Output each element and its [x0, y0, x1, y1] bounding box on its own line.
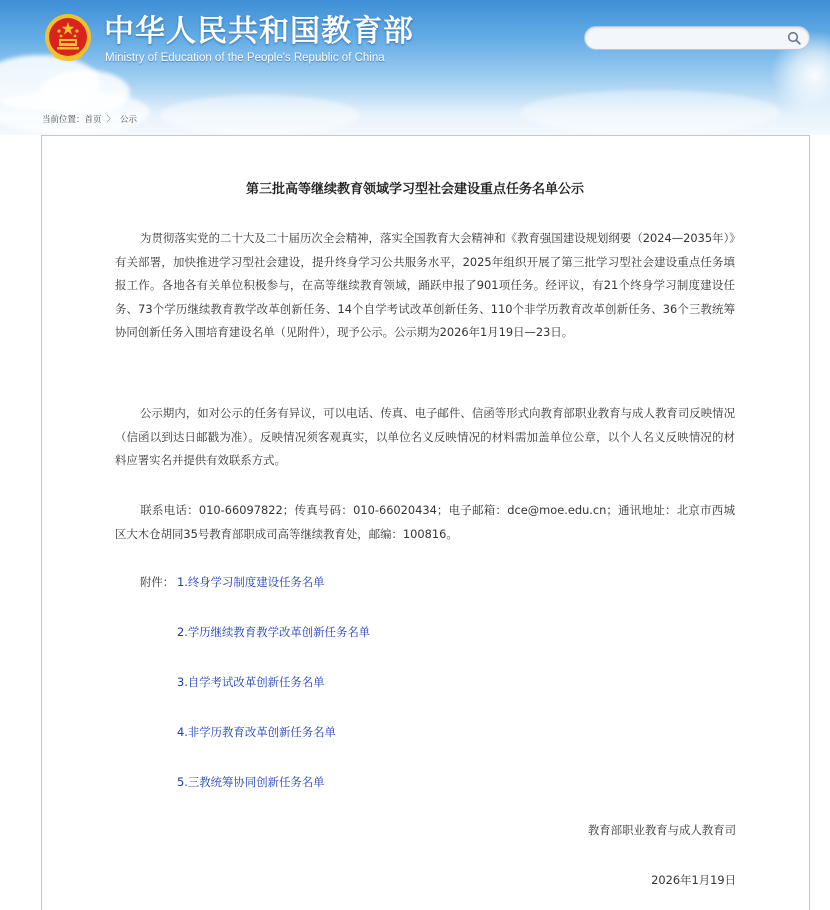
signature-department: 教育部职业教育与成人教育司 [587, 823, 736, 837]
breadcrumb-home-link[interactable]: 首页 [84, 115, 102, 125]
paragraph-3-text: 联系电话：010-66097822；传真号码：010-66020434；电子邮箱：dce@moe.edu.cn；通讯地址：北京市西城区大木仓胡同35号教育部职成司高等继续教育处，邮编：100816。 [115, 503, 735, 541]
attachment-link-2[interactable]: 2.学历继续教育教学改革创新任务名单 [177, 625, 371, 639]
article-paragraph-2 [115, 402, 735, 473]
article-title: 第三批高等继续教育领域学习型社会建设重点任务名单公示 [245, 182, 584, 197]
search-input[interactable] [595, 30, 775, 46]
signature-date: 2026年1月19日 [651, 873, 736, 887]
attachments-label: 附件： [140, 575, 175, 589]
site-title[interactable]: 中华人民共和国教育部 [104, 14, 414, 49]
article-paragraph-3 [115, 499, 735, 546]
attachment-link-3[interactable]: 3.自学考试改革创新任务名单 [177, 675, 325, 689]
search-box [584, 26, 810, 50]
breadcrumb-prefix: 当前位置： [42, 115, 85, 125]
attachment-link-1[interactable]: 1.终身学习制度建设任务名单 [177, 575, 325, 589]
attachment-link-5[interactable]: 5.三教统筹协同创新任务名单 [177, 775, 325, 789]
breadcrumb [42, 113, 137, 125]
search-icon[interactable] [787, 31, 801, 45]
breadcrumb-separator: 〉 [106, 115, 116, 125]
breadcrumb-notice-link[interactable]: 公示 [120, 115, 138, 125]
paragraph-1-text: 为贯彻落实党的二十大及二十届历次全会精神，落实全国教育大会精神和《教育强国建设规划纲要（2024—2035年）》有关部署，加快推进学习型社会建设，提升终身学习公共服务水平，2025年组织开展了第三批学习型社会建设重点任务填报工作。各地各有关单位积极参与，在高等继续教育领域，踊跃申报了901项任务。经评议，有21个终身学习制度建设任务、73个学历继续教育教学改革创新任务、14个自学考试改革创新任务、110个非学历教育改革创新任务、36个三教统筹协同创新任务入围培育建设名单（见附件），现予公示。公示期为2026年1月19日—23日。 [115, 231, 735, 340]
attachment-link-4[interactable]: 4.非学历教育改革创新任务名单 [177, 725, 336, 739]
paragraph-2-text: 公示期内，如对公示的任务有异议，可以电话、传真、电子邮件、信函等形式向教育部职业教育与成人教育司反映情况（信函以到达日邮戳为准）。反映情况须客观真实，以单位名义反映情况的材料需加盖单位公章，以个人名义反映情况的材料应署实名并提供有效联系方式。 [115, 406, 735, 468]
site-subtitle: Ministry of Education of the People's Republic of China [105, 52, 385, 64]
article-paragraph-1 [115, 227, 735, 345]
national-emblem-icon [44, 13, 92, 63]
